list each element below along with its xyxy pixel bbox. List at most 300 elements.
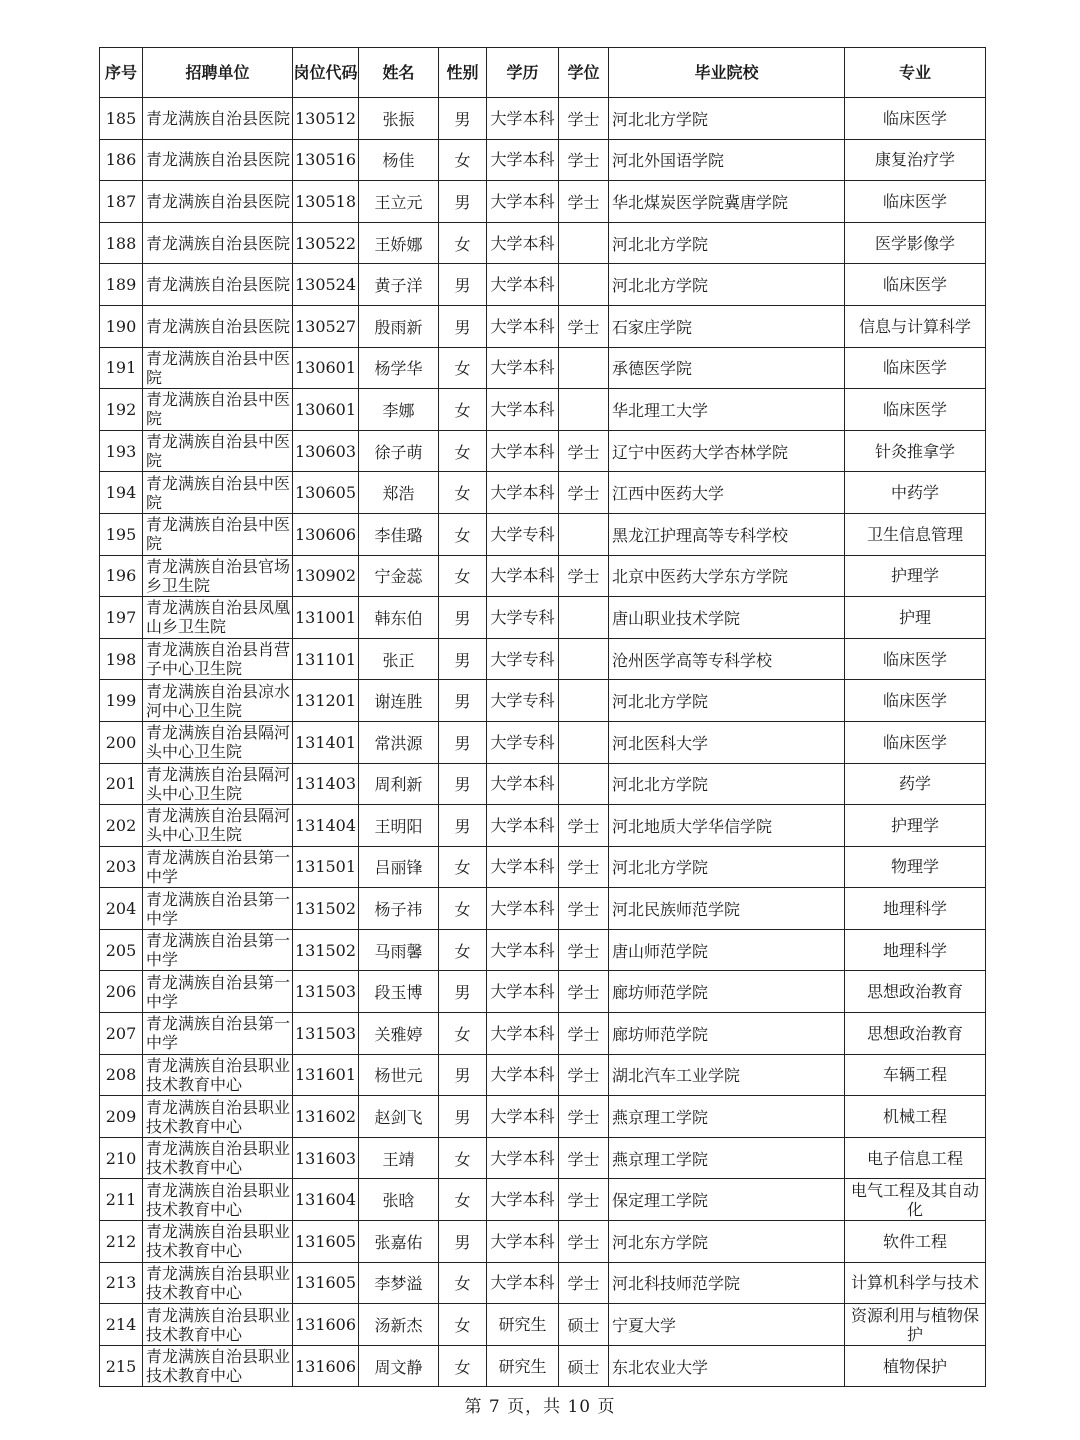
cell-degree: 学士 bbox=[559, 1054, 609, 1096]
cell-unit: 青龙满族自治县第一中学 bbox=[143, 888, 293, 930]
cell-school: 河北北方学院 bbox=[609, 846, 845, 888]
table-row bbox=[100, 805, 986, 847]
cell-name: 杨子祎 bbox=[359, 888, 439, 930]
cell-education: 大学本科 bbox=[487, 971, 559, 1013]
cell-school: 河北北方学院 bbox=[609, 98, 845, 140]
cell-gender: 女 bbox=[439, 888, 487, 930]
table-row bbox=[100, 472, 986, 514]
header-post-code: 岗位代码 bbox=[293, 48, 359, 98]
cell-school: 河北东方学院 bbox=[609, 1221, 845, 1263]
cell-post-code: 131503 bbox=[293, 971, 359, 1013]
cell-education: 研究生 bbox=[487, 1345, 559, 1387]
cell-post-code: 131606 bbox=[293, 1304, 359, 1346]
table-row bbox=[100, 347, 986, 389]
cell-post-code: 131604 bbox=[293, 1179, 359, 1221]
cell-post-code: 130902 bbox=[293, 555, 359, 597]
cell-major: 电子信息工程 bbox=[845, 1137, 986, 1179]
cell-name: 李梦溢 bbox=[359, 1262, 439, 1304]
cell-name: 王立元 bbox=[359, 181, 439, 223]
header-education: 学历 bbox=[487, 48, 559, 98]
cell-gender: 男 bbox=[439, 597, 487, 639]
cell-name: 杨学华 bbox=[359, 347, 439, 389]
cell-unit: 青龙满族自治县医院 bbox=[143, 181, 293, 223]
cell-name: 宁金蕊 bbox=[359, 555, 439, 597]
header-gender: 性别 bbox=[439, 48, 487, 98]
cell-post-code: 130606 bbox=[293, 513, 359, 555]
table-row bbox=[100, 555, 986, 597]
cell-name: 周利新 bbox=[359, 763, 439, 805]
cell-school: 河北北方学院 bbox=[609, 222, 845, 264]
header-name: 姓名 bbox=[359, 48, 439, 98]
cell-post-code: 131001 bbox=[293, 597, 359, 639]
cell-major: 护理学 bbox=[845, 555, 986, 597]
cell-education: 大学本科 bbox=[487, 222, 559, 264]
cell-major: 中药学 bbox=[845, 472, 986, 514]
cell-degree bbox=[559, 513, 609, 555]
header-index: 序号 bbox=[100, 48, 143, 98]
cell-index: 190 bbox=[100, 305, 143, 347]
cell-gender: 男 bbox=[439, 305, 487, 347]
cell-gender: 女 bbox=[439, 1013, 487, 1055]
cell-education: 大学本科 bbox=[487, 139, 559, 181]
cell-name: 杨世元 bbox=[359, 1054, 439, 1096]
table-row bbox=[100, 139, 986, 181]
cell-gender: 男 bbox=[439, 680, 487, 722]
cell-post-code: 130518 bbox=[293, 181, 359, 223]
cell-school: 廊坊师范学院 bbox=[609, 971, 845, 1013]
cell-degree: 学士 bbox=[559, 929, 609, 971]
cell-name: 马雨馨 bbox=[359, 929, 439, 971]
cell-unit: 青龙满族自治县医院 bbox=[143, 305, 293, 347]
table-row bbox=[100, 389, 986, 431]
cell-degree bbox=[559, 597, 609, 639]
cell-unit: 青龙满族自治县中医院 bbox=[143, 472, 293, 514]
cell-name: 王娇娜 bbox=[359, 222, 439, 264]
cell-school: 河北地质大学华信学院 bbox=[609, 805, 845, 847]
cell-gender: 男 bbox=[439, 638, 487, 680]
cell-unit: 青龙满族自治县凉水河中心卫生院 bbox=[143, 680, 293, 722]
table-row bbox=[100, 929, 986, 971]
cell-education: 大学专科 bbox=[487, 513, 559, 555]
cell-degree: 学士 bbox=[559, 846, 609, 888]
cell-index: 201 bbox=[100, 763, 143, 805]
header-degree: 学位 bbox=[559, 48, 609, 98]
cell-post-code: 131401 bbox=[293, 721, 359, 763]
cell-post-code: 130524 bbox=[293, 264, 359, 306]
cell-major: 机械工程 bbox=[845, 1096, 986, 1138]
cell-degree: 学士 bbox=[559, 305, 609, 347]
cell-unit: 青龙满族自治县隔河头中心卫生院 bbox=[143, 721, 293, 763]
table-row bbox=[100, 513, 986, 555]
cell-index: 193 bbox=[100, 430, 143, 472]
cell-post-code: 130601 bbox=[293, 389, 359, 431]
cell-index: 208 bbox=[100, 1054, 143, 1096]
cell-name: 张晗 bbox=[359, 1179, 439, 1221]
cell-education: 大学本科 bbox=[487, 846, 559, 888]
cell-index: 211 bbox=[100, 1179, 143, 1221]
cell-degree bbox=[559, 222, 609, 264]
cell-index: 206 bbox=[100, 971, 143, 1013]
cell-major: 资源利用与植物保护 bbox=[845, 1304, 986, 1346]
table-body bbox=[100, 98, 986, 1387]
cell-degree bbox=[559, 763, 609, 805]
cell-post-code: 131404 bbox=[293, 805, 359, 847]
table-row bbox=[100, 181, 986, 223]
cell-name: 常洪源 bbox=[359, 721, 439, 763]
cell-post-code: 130527 bbox=[293, 305, 359, 347]
cell-unit: 青龙满族自治县职业技术教育中心 bbox=[143, 1179, 293, 1221]
cell-school: 黑龙江护理高等专科学校 bbox=[609, 513, 845, 555]
cell-major: 临床医学 bbox=[845, 98, 986, 140]
cell-major: 计算机科学与技术 bbox=[845, 1262, 986, 1304]
cell-degree bbox=[559, 389, 609, 431]
cell-school: 保定理工学院 bbox=[609, 1179, 845, 1221]
cell-index: 214 bbox=[100, 1304, 143, 1346]
cell-post-code: 130605 bbox=[293, 472, 359, 514]
cell-gender: 女 bbox=[439, 555, 487, 597]
cell-post-code: 131601 bbox=[293, 1054, 359, 1096]
table-row bbox=[100, 1013, 986, 1055]
cell-degree: 学士 bbox=[559, 98, 609, 140]
cell-major: 临床医学 bbox=[845, 638, 986, 680]
cell-degree: 学士 bbox=[559, 888, 609, 930]
table-row bbox=[100, 1137, 986, 1179]
cell-school: 华北理工大学 bbox=[609, 389, 845, 431]
cell-unit: 青龙满族自治县隔河头中心卫生院 bbox=[143, 805, 293, 847]
cell-major: 临床医学 bbox=[845, 680, 986, 722]
table-row bbox=[100, 1179, 986, 1221]
cell-unit: 青龙满族自治县第一中学 bbox=[143, 971, 293, 1013]
table-row bbox=[100, 846, 986, 888]
table-row bbox=[100, 721, 986, 763]
cell-unit: 青龙满族自治县中医院 bbox=[143, 389, 293, 431]
cell-gender: 女 bbox=[439, 139, 487, 181]
cell-degree bbox=[559, 721, 609, 763]
cell-major: 地理科学 bbox=[845, 888, 986, 930]
cell-unit: 青龙满族自治县第一中学 bbox=[143, 1013, 293, 1055]
cell-degree bbox=[559, 638, 609, 680]
cell-index: 202 bbox=[100, 805, 143, 847]
cell-education: 大学本科 bbox=[487, 763, 559, 805]
cell-gender: 女 bbox=[439, 472, 487, 514]
cell-education: 大学本科 bbox=[487, 805, 559, 847]
cell-education: 大学本科 bbox=[487, 430, 559, 472]
roster-table bbox=[99, 47, 986, 1387]
cell-major: 卫生信息管理 bbox=[845, 513, 986, 555]
table-row bbox=[100, 638, 986, 680]
cell-post-code: 131501 bbox=[293, 846, 359, 888]
cell-education: 大学本科 bbox=[487, 555, 559, 597]
table-row bbox=[100, 1262, 986, 1304]
cell-education: 大学本科 bbox=[487, 472, 559, 514]
cell-gender: 男 bbox=[439, 721, 487, 763]
cell-school: 辽宁中医药大学杏林学院 bbox=[609, 430, 845, 472]
cell-post-code: 131503 bbox=[293, 1013, 359, 1055]
cell-gender: 男 bbox=[439, 805, 487, 847]
cell-major: 临床医学 bbox=[845, 721, 986, 763]
table-row bbox=[100, 763, 986, 805]
cell-education: 大学本科 bbox=[487, 1096, 559, 1138]
cell-education: 大学本科 bbox=[487, 888, 559, 930]
cell-post-code: 131603 bbox=[293, 1137, 359, 1179]
cell-major: 临床医学 bbox=[845, 389, 986, 431]
cell-index: 188 bbox=[100, 222, 143, 264]
cell-education: 大学本科 bbox=[487, 305, 559, 347]
cell-name: 殷雨新 bbox=[359, 305, 439, 347]
cell-education: 大学本科 bbox=[487, 347, 559, 389]
table-row bbox=[100, 1096, 986, 1138]
cell-major: 康复治疗学 bbox=[845, 139, 986, 181]
cell-index: 194 bbox=[100, 472, 143, 514]
cell-education: 大学本科 bbox=[487, 181, 559, 223]
cell-school: 宁夏大学 bbox=[609, 1304, 845, 1346]
cell-post-code: 131606 bbox=[293, 1345, 359, 1387]
cell-unit: 青龙满族自治县第一中学 bbox=[143, 846, 293, 888]
cell-degree: 学士 bbox=[559, 555, 609, 597]
cell-major: 思想政治教育 bbox=[845, 1013, 986, 1055]
cell-major: 针灸推拿学 bbox=[845, 430, 986, 472]
cell-unit: 青龙满族自治县职业技术教育中心 bbox=[143, 1137, 293, 1179]
cell-index: 200 bbox=[100, 721, 143, 763]
cell-unit: 青龙满族自治县中医院 bbox=[143, 347, 293, 389]
cell-education: 大学本科 bbox=[487, 389, 559, 431]
cell-name: 郑浩 bbox=[359, 472, 439, 514]
cell-degree: 学士 bbox=[559, 805, 609, 847]
cell-gender: 女 bbox=[439, 222, 487, 264]
cell-name: 吕丽锋 bbox=[359, 846, 439, 888]
cell-unit: 青龙满族自治县官场乡卫生院 bbox=[143, 555, 293, 597]
cell-education: 大学专科 bbox=[487, 721, 559, 763]
cell-post-code: 131201 bbox=[293, 680, 359, 722]
cell-education: 研究生 bbox=[487, 1304, 559, 1346]
cell-education: 大学本科 bbox=[487, 264, 559, 306]
cell-major: 医学影像学 bbox=[845, 222, 986, 264]
cell-unit: 青龙满族自治县职业技术教育中心 bbox=[143, 1221, 293, 1263]
cell-school: 唐山师范学院 bbox=[609, 929, 845, 971]
cell-index: 197 bbox=[100, 597, 143, 639]
cell-post-code: 130522 bbox=[293, 222, 359, 264]
cell-gender: 女 bbox=[439, 1179, 487, 1221]
cell-degree: 学士 bbox=[559, 139, 609, 181]
cell-degree: 学士 bbox=[559, 1262, 609, 1304]
cell-major: 临床医学 bbox=[845, 347, 986, 389]
cell-name: 李娜 bbox=[359, 389, 439, 431]
cell-index: 198 bbox=[100, 638, 143, 680]
cell-index: 203 bbox=[100, 846, 143, 888]
cell-school: 燕京理工学院 bbox=[609, 1137, 845, 1179]
cell-degree: 学士 bbox=[559, 1221, 609, 1263]
cell-gender: 男 bbox=[439, 971, 487, 1013]
cell-major: 软件工程 bbox=[845, 1221, 986, 1263]
cell-name: 李佳璐 bbox=[359, 513, 439, 555]
cell-name: 王靖 bbox=[359, 1137, 439, 1179]
cell-school: 沧州医学高等专科学校 bbox=[609, 638, 845, 680]
cell-education: 大学本科 bbox=[487, 929, 559, 971]
cell-degree: 硕士 bbox=[559, 1345, 609, 1387]
table-row bbox=[100, 430, 986, 472]
table-row bbox=[100, 305, 986, 347]
cell-index: 215 bbox=[100, 1345, 143, 1387]
cell-education: 大学本科 bbox=[487, 1179, 559, 1221]
page-footer: 第 7 页，共 10 页 bbox=[464, 1397, 616, 1417]
cell-name: 谢连胜 bbox=[359, 680, 439, 722]
cell-post-code: 130516 bbox=[293, 139, 359, 181]
cell-gender: 女 bbox=[439, 513, 487, 555]
cell-gender: 男 bbox=[439, 763, 487, 805]
cell-degree bbox=[559, 347, 609, 389]
cell-index: 207 bbox=[100, 1013, 143, 1055]
cell-unit: 青龙满族自治县职业技术教育中心 bbox=[143, 1345, 293, 1387]
cell-degree: 学士 bbox=[559, 1179, 609, 1221]
cell-unit: 青龙满族自治县医院 bbox=[143, 98, 293, 140]
cell-school: 燕京理工学院 bbox=[609, 1096, 845, 1138]
cell-school: 湖北汽车工业学院 bbox=[609, 1054, 845, 1096]
table-row bbox=[100, 971, 986, 1013]
cell-name: 周文静 bbox=[359, 1345, 439, 1387]
cell-gender: 女 bbox=[439, 389, 487, 431]
cell-unit: 青龙满族自治县隔河头中心卫生院 bbox=[143, 763, 293, 805]
cell-major: 电气工程及其自动化 bbox=[845, 1179, 986, 1221]
cell-post-code: 131502 bbox=[293, 929, 359, 971]
table-row bbox=[100, 1054, 986, 1096]
cell-index: 187 bbox=[100, 181, 143, 223]
cell-education: 大学本科 bbox=[487, 1137, 559, 1179]
cell-degree bbox=[559, 264, 609, 306]
cell-post-code: 131502 bbox=[293, 888, 359, 930]
header-row bbox=[100, 48, 986, 98]
cell-post-code: 131605 bbox=[293, 1221, 359, 1263]
cell-post-code: 131605 bbox=[293, 1262, 359, 1304]
cell-name: 关雅婷 bbox=[359, 1013, 439, 1055]
table-row bbox=[100, 1221, 986, 1263]
cell-education: 大学本科 bbox=[487, 1221, 559, 1263]
cell-major: 临床医学 bbox=[845, 181, 986, 223]
cell-school: 华北煤炭医学院冀唐学院 bbox=[609, 181, 845, 223]
cell-unit: 青龙满族自治县凤凰山乡卫生院 bbox=[143, 597, 293, 639]
cell-unit: 青龙满族自治县职业技术教育中心 bbox=[143, 1054, 293, 1096]
cell-degree: 学士 bbox=[559, 971, 609, 1013]
cell-school: 河北外国语学院 bbox=[609, 139, 845, 181]
cell-post-code: 130601 bbox=[293, 347, 359, 389]
cell-education: 大学专科 bbox=[487, 638, 559, 680]
header-major: 专业 bbox=[845, 48, 986, 98]
table-row bbox=[100, 222, 986, 264]
cell-name: 段玉博 bbox=[359, 971, 439, 1013]
cell-index: 213 bbox=[100, 1262, 143, 1304]
cell-school: 河北民族师范学院 bbox=[609, 888, 845, 930]
table-row bbox=[100, 680, 986, 722]
cell-major: 药学 bbox=[845, 763, 986, 805]
cell-degree: 学士 bbox=[559, 1137, 609, 1179]
cell-degree: 硕士 bbox=[559, 1304, 609, 1346]
cell-school: 东北农业大学 bbox=[609, 1345, 845, 1387]
cell-unit: 青龙满族自治县医院 bbox=[143, 222, 293, 264]
cell-school: 河北北方学院 bbox=[609, 264, 845, 306]
cell-gender: 女 bbox=[439, 1345, 487, 1387]
cell-name: 杨佳 bbox=[359, 139, 439, 181]
cell-major: 思想政治教育 bbox=[845, 971, 986, 1013]
cell-education: 大学本科 bbox=[487, 98, 559, 140]
cell-gender: 男 bbox=[439, 181, 487, 223]
cell-education: 大学专科 bbox=[487, 680, 559, 722]
cell-post-code: 131403 bbox=[293, 763, 359, 805]
cell-gender: 男 bbox=[439, 1221, 487, 1263]
cell-post-code: 131602 bbox=[293, 1096, 359, 1138]
cell-education: 大学专科 bbox=[487, 597, 559, 639]
table-row bbox=[100, 1304, 986, 1346]
cell-education: 大学本科 bbox=[487, 1054, 559, 1096]
cell-major: 临床医学 bbox=[845, 264, 986, 306]
cell-school: 河北北方学院 bbox=[609, 763, 845, 805]
cell-unit: 青龙满族自治县中医院 bbox=[143, 430, 293, 472]
cell-gender: 女 bbox=[439, 1137, 487, 1179]
table-row bbox=[100, 264, 986, 306]
cell-unit: 青龙满族自治县职业技术教育中心 bbox=[143, 1096, 293, 1138]
cell-index: 196 bbox=[100, 555, 143, 597]
cell-name: 汤新杰 bbox=[359, 1304, 439, 1346]
cell-gender: 男 bbox=[439, 98, 487, 140]
cell-school: 北京中医药大学东方学院 bbox=[609, 555, 845, 597]
cell-index: 185 bbox=[100, 98, 143, 140]
cell-gender: 男 bbox=[439, 264, 487, 306]
cell-name: 张振 bbox=[359, 98, 439, 140]
cell-major: 护理学 bbox=[845, 805, 986, 847]
cell-degree: 学士 bbox=[559, 472, 609, 514]
cell-index: 212 bbox=[100, 1221, 143, 1263]
cell-unit: 青龙满族自治县医院 bbox=[143, 264, 293, 306]
cell-major: 信息与计算科学 bbox=[845, 305, 986, 347]
cell-school: 承德医学院 bbox=[609, 347, 845, 389]
cell-major: 车辆工程 bbox=[845, 1054, 986, 1096]
cell-education: 大学本科 bbox=[487, 1262, 559, 1304]
cell-index: 191 bbox=[100, 347, 143, 389]
table-row bbox=[100, 888, 986, 930]
cell-gender: 女 bbox=[439, 347, 487, 389]
cell-index: 210 bbox=[100, 1137, 143, 1179]
cell-degree: 学士 bbox=[559, 430, 609, 472]
cell-gender: 女 bbox=[439, 1304, 487, 1346]
cell-name: 黄子洋 bbox=[359, 264, 439, 306]
cell-degree bbox=[559, 680, 609, 722]
cell-name: 赵剑飞 bbox=[359, 1096, 439, 1138]
cell-post-code: 131101 bbox=[293, 638, 359, 680]
cell-post-code: 130603 bbox=[293, 430, 359, 472]
cell-index: 199 bbox=[100, 680, 143, 722]
cell-index: 204 bbox=[100, 888, 143, 930]
table-row bbox=[100, 98, 986, 140]
cell-major: 植物保护 bbox=[845, 1345, 986, 1387]
header-unit: 招聘单位 bbox=[143, 48, 293, 98]
cell-index: 189 bbox=[100, 264, 143, 306]
cell-unit: 青龙满族自治县医院 bbox=[143, 139, 293, 181]
cell-gender: 女 bbox=[439, 846, 487, 888]
cell-major: 物理学 bbox=[845, 846, 986, 888]
header-school: 毕业院校 bbox=[609, 48, 845, 98]
cell-unit: 青龙满族自治县中医院 bbox=[143, 513, 293, 555]
cell-name: 张嘉佑 bbox=[359, 1221, 439, 1263]
cell-unit: 青龙满族自治县职业技术教育中心 bbox=[143, 1304, 293, 1346]
cell-index: 195 bbox=[100, 513, 143, 555]
cell-school: 石家庄学院 bbox=[609, 305, 845, 347]
cell-unit: 青龙满族自治县第一中学 bbox=[143, 929, 293, 971]
cell-index: 205 bbox=[100, 929, 143, 971]
table-row bbox=[100, 1345, 986, 1387]
cell-gender: 女 bbox=[439, 430, 487, 472]
cell-unit: 青龙满族自治县肖营子中心卫生院 bbox=[143, 638, 293, 680]
cell-school: 河北北方学院 bbox=[609, 680, 845, 722]
cell-school: 廊坊师范学院 bbox=[609, 1013, 845, 1055]
cell-index: 192 bbox=[100, 389, 143, 431]
